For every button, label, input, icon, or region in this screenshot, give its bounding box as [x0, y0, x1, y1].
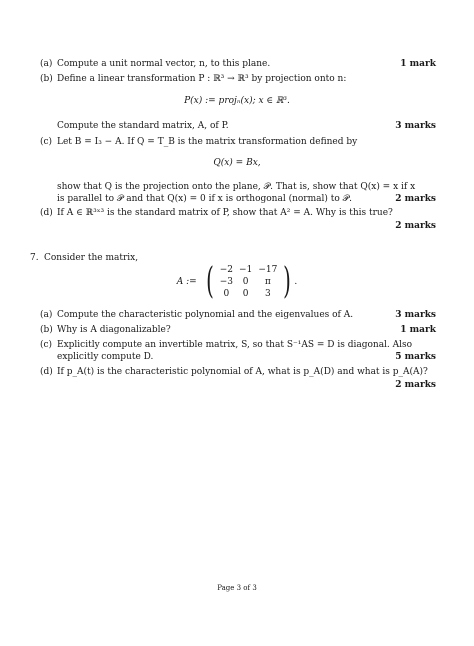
left-paren-glyph: ( [205, 261, 214, 302]
part-c-marks: 2 marks [395, 194, 436, 204]
part-d-text: If A ∈ ℝ³ˣ³ is the standard matrix of P, show that A² = A. Why is this true? [57, 208, 393, 218]
q7-matrix-lhs: A := [176, 276, 197, 287]
matrix-cell: −3 [219, 277, 234, 287]
q7-part-b-text: Why is A diagonalizable? [57, 325, 171, 335]
matrix-cell: 0 [242, 289, 249, 299]
part-b-text: Define a linear transformation P : ℝ³ → ℝ³ by projection onto n: [57, 74, 347, 84]
part-c-line2-row [57, 193, 436, 205]
part-c-label: (c) [40, 137, 53, 147]
part-a-marks: 1 mark [400, 59, 436, 69]
matrix-cell: −1 [239, 265, 253, 275]
q7-part-c-label: (c) [40, 340, 53, 350]
part-c-line1-row [57, 181, 436, 193]
part-d-label: (d) [40, 208, 53, 218]
part-b [40, 73, 436, 85]
q7-part-a-text: Compute the characteristic polynomial and the eigenvalues of A. [57, 310, 354, 320]
part-c-text: Let B = I₃ − A. If Q = T_B is the matrix transformation defined by [57, 137, 358, 147]
q7-part-c-text: Explicitly compute an invertible matrix, S, so that S⁻¹AS = D is diagonal. Also [57, 340, 413, 350]
part-c-equation: Q(x) = Bx, [213, 158, 261, 168]
matrix-cell: 0 [223, 289, 230, 299]
page-footer: Page 3 of 3 [217, 584, 257, 592]
right-paren-glyph: ) [283, 261, 292, 302]
q7-part-c-cont: explicitly compute D. [57, 352, 154, 362]
q7-part-a-marks: 3 marks [395, 310, 436, 320]
part-b-equation: P(x) := projₙ(x); x ∈ ℝ³. [184, 96, 290, 106]
part-a-label: (a) [40, 59, 53, 69]
part-b-follow: Compute the standard matrix, A, of P. [57, 121, 229, 131]
q7-part-a [40, 309, 436, 321]
q7-number: 7. [30, 253, 39, 263]
part-c-line1: show that Q is the projection onto the plane, 𝒫. That is, show that Q(x) = x if x [57, 182, 416, 192]
matrix-cell: −2 [219, 265, 234, 275]
part-d-marks: 2 marks [395, 221, 436, 231]
part-d [40, 207, 436, 219]
part-c [40, 136, 436, 148]
q7-part-b-marks: 1 mark [400, 325, 436, 335]
q7-part-a-label: (a) [40, 310, 53, 320]
part-b-follow-row [57, 120, 436, 132]
matrix-cell: π [264, 277, 271, 287]
q7-matrix-block [0, 262, 474, 302]
q7-part-c [40, 339, 436, 351]
q7-part-d-marks: 2 marks [395, 380, 436, 390]
q7-matrix [217, 264, 281, 300]
q7-part-b-label: (b) [40, 325, 53, 335]
q7-matrix-trail: . [294, 276, 298, 287]
q7-part-d-label: (d) [40, 367, 53, 377]
q7-intro: Consider the matrix, [44, 253, 139, 263]
q7-part-d-text: If p_A(t) is the characteristic polynomial of A, what is p_A(D) and what is p_A(A)? [57, 367, 428, 377]
q7-part-d-marks-row [40, 379, 436, 391]
part-a [40, 58, 436, 70]
matrix-cell: −17 [258, 265, 278, 275]
q7-part-c-marks: 5 marks [395, 352, 436, 362]
part-a-text: Compute a unit normal vector, n, to this plane. [57, 59, 271, 69]
q7-part-b [40, 324, 436, 336]
part-c-line2: is parallel to 𝒫 and that Q(x) = 0 if x is orthogonal (normal) to 𝒫. [57, 194, 353, 204]
part-d-marks-row [40, 220, 436, 232]
q7-part-d [40, 366, 436, 378]
matrix-cell: 3 [264, 289, 271, 299]
part-b-label: (b) [40, 74, 53, 84]
q7-part-c-cont-row [57, 351, 436, 363]
part-b-marks: 3 marks [395, 121, 436, 131]
matrix-cell: 0 [242, 277, 249, 287]
